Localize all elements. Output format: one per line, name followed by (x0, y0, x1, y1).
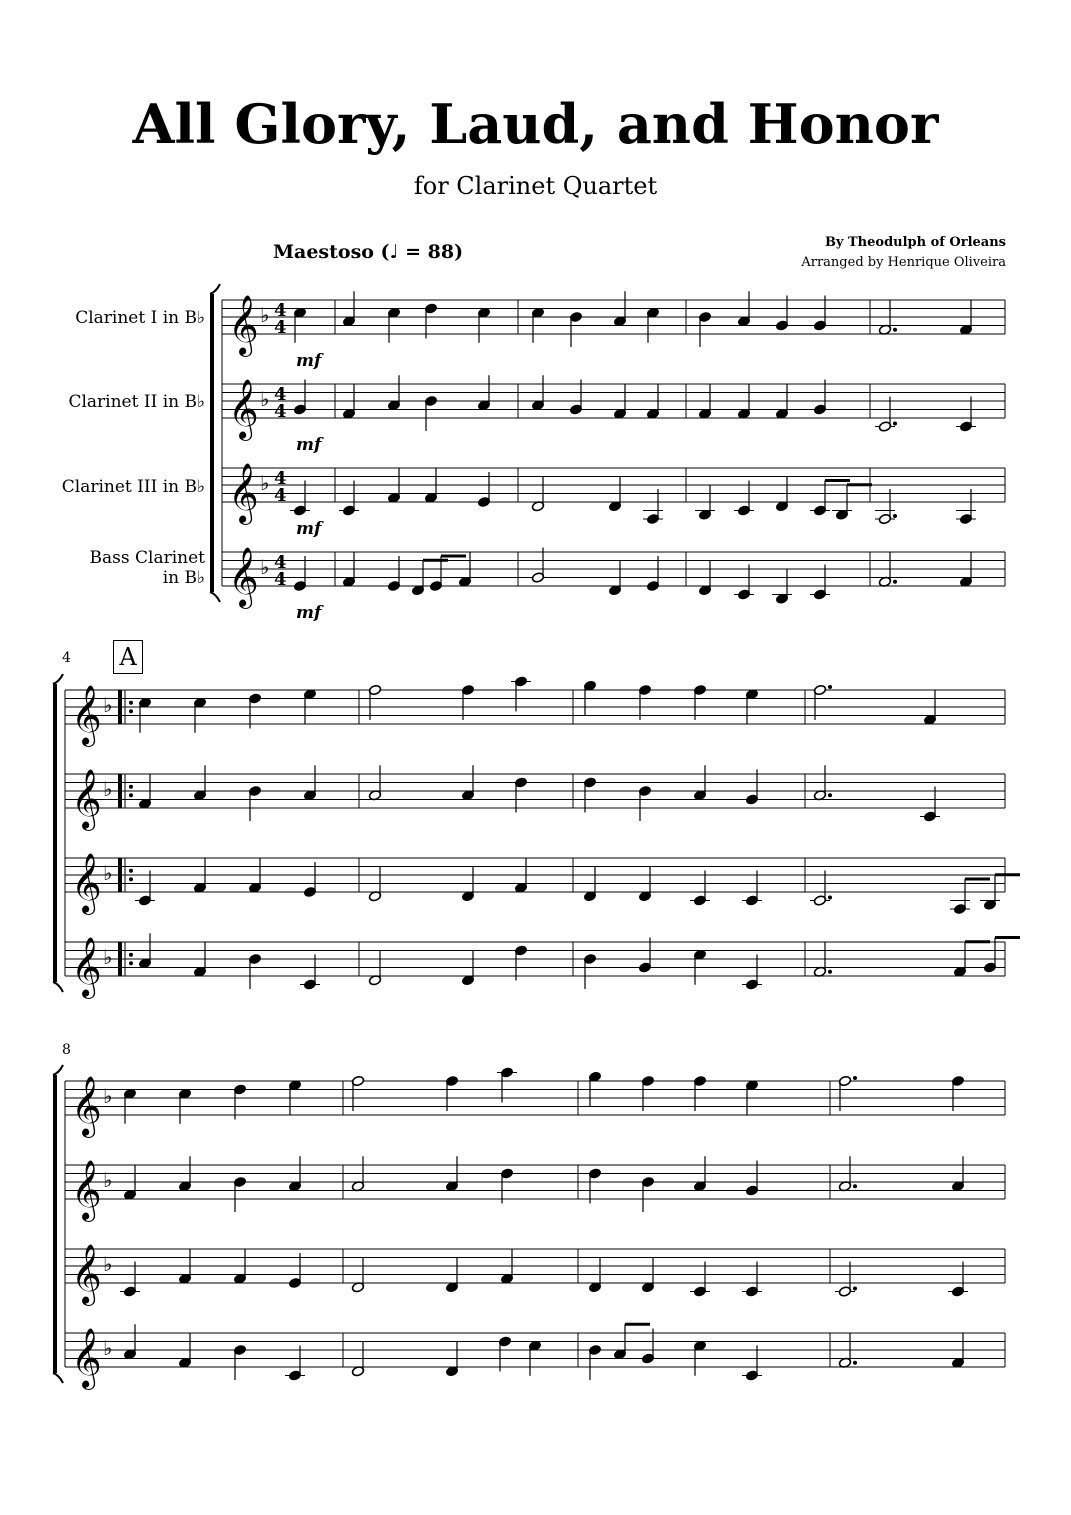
flat-icon: ♭ (103, 777, 113, 801)
flat-icon: ♭ (103, 1252, 113, 1276)
treble-clef-icon: 𝄞 (71, 1076, 102, 1136)
flat-icon: ♭ (260, 387, 270, 411)
instrument-label-line: in B♭ (162, 568, 205, 588)
augmentation-dot (853, 1076, 857, 1080)
system-bracket (53, 982, 63, 992)
treble-clef-icon: 𝄞 (71, 937, 102, 997)
augmentation-dot (893, 580, 897, 584)
flat-icon: ♭ (260, 303, 270, 327)
repeat-dot (129, 953, 133, 957)
instrument-label-clarinet-1: Clarinet I in B♭ (75, 308, 205, 328)
flat-icon: ♭ (103, 1084, 113, 1108)
system-bracket (210, 592, 220, 602)
treble-clef-icon: 𝄞 (71, 853, 102, 913)
treble-clef-icon: 𝄞 (71, 1244, 102, 1304)
flat-icon: ♭ (260, 471, 270, 495)
staff-lines (53, 284, 1005, 1383)
repeat-dot (129, 793, 133, 797)
repeat-dot (129, 877, 133, 881)
measure-number: 4 (62, 650, 71, 666)
measure-number: 8 (62, 1042, 71, 1058)
instrument-label-line: Bass Clarinet (89, 548, 205, 568)
time-signature: 4 (274, 317, 287, 338)
augmentation-dot (853, 1287, 857, 1291)
augmentation-dot (828, 793, 832, 797)
augmentation-dot (828, 685, 832, 689)
time-signature: 4 (274, 384, 287, 405)
score-title: All Glory, Laud, and Honor (132, 92, 939, 156)
dynamic-marking: mf (296, 351, 322, 371)
treble-clef-icon: 𝄞 (71, 769, 102, 829)
composer-credit: By Theodulph of Orleans (824, 235, 1006, 250)
repeat-dot (129, 869, 133, 873)
tempo-marking: Maestoso (♩ = 88) (273, 241, 464, 263)
system-bracket (53, 1065, 63, 1075)
dynamic-marking: mf (296, 519, 322, 539)
time-signature: 4 (274, 401, 287, 422)
flat-icon: ♭ (260, 555, 270, 579)
treble-clef-icon: 𝄞 (71, 1160, 102, 1220)
treble-clef-icon: 𝄞 (71, 685, 102, 745)
flat-icon: ♭ (103, 1336, 113, 1360)
system-bracket (210, 284, 220, 294)
augmentation-dot (853, 1184, 857, 1188)
time-signature: 4 (274, 468, 287, 489)
repeat-dot (129, 961, 133, 965)
instrument-label-clarinet-3: Clarinet III in B♭ (61, 477, 205, 497)
augmentation-dot (893, 422, 897, 426)
flat-icon: ♭ (103, 693, 113, 717)
arranger-credit: Arranged by Henrique Oliveira (801, 255, 1006, 270)
flat-icon: ♭ (103, 1168, 113, 1192)
rehearsal-mark: A (113, 640, 143, 674)
augmentation-dot (853, 1361, 857, 1365)
augmentation-dot (893, 328, 897, 332)
treble-clef-icon: 𝄞 (71, 1328, 102, 1388)
system-bracket (53, 674, 63, 684)
treble-clef-icon: 𝄞 (228, 463, 259, 523)
repeat-dot (129, 785, 133, 789)
time-signature: 4 (274, 300, 287, 321)
score-subtitle: for Clarinet Quartet (413, 172, 658, 200)
flat-icon: ♭ (103, 861, 113, 885)
augmentation-dot (828, 896, 832, 900)
dynamic-marking: mf (296, 603, 322, 623)
repeat-dot (129, 709, 133, 713)
time-signature: 4 (274, 485, 287, 506)
dynamic-marking: mf (296, 435, 322, 455)
system-bracket (53, 1373, 63, 1383)
instrument-label-clarinet-2: Clarinet II in B♭ (68, 392, 205, 412)
time-signature: 4 (274, 552, 287, 573)
treble-clef-icon: 𝄞 (228, 379, 259, 439)
time-signature: 4 (274, 569, 287, 590)
treble-clef-icon: 𝄞 (228, 547, 259, 607)
augmentation-dot (828, 970, 832, 974)
treble-clef-icon: 𝄞 (228, 295, 259, 355)
augmentation-dot (893, 514, 897, 518)
repeat-dot (129, 701, 133, 705)
flat-icon: ♭ (103, 945, 113, 969)
